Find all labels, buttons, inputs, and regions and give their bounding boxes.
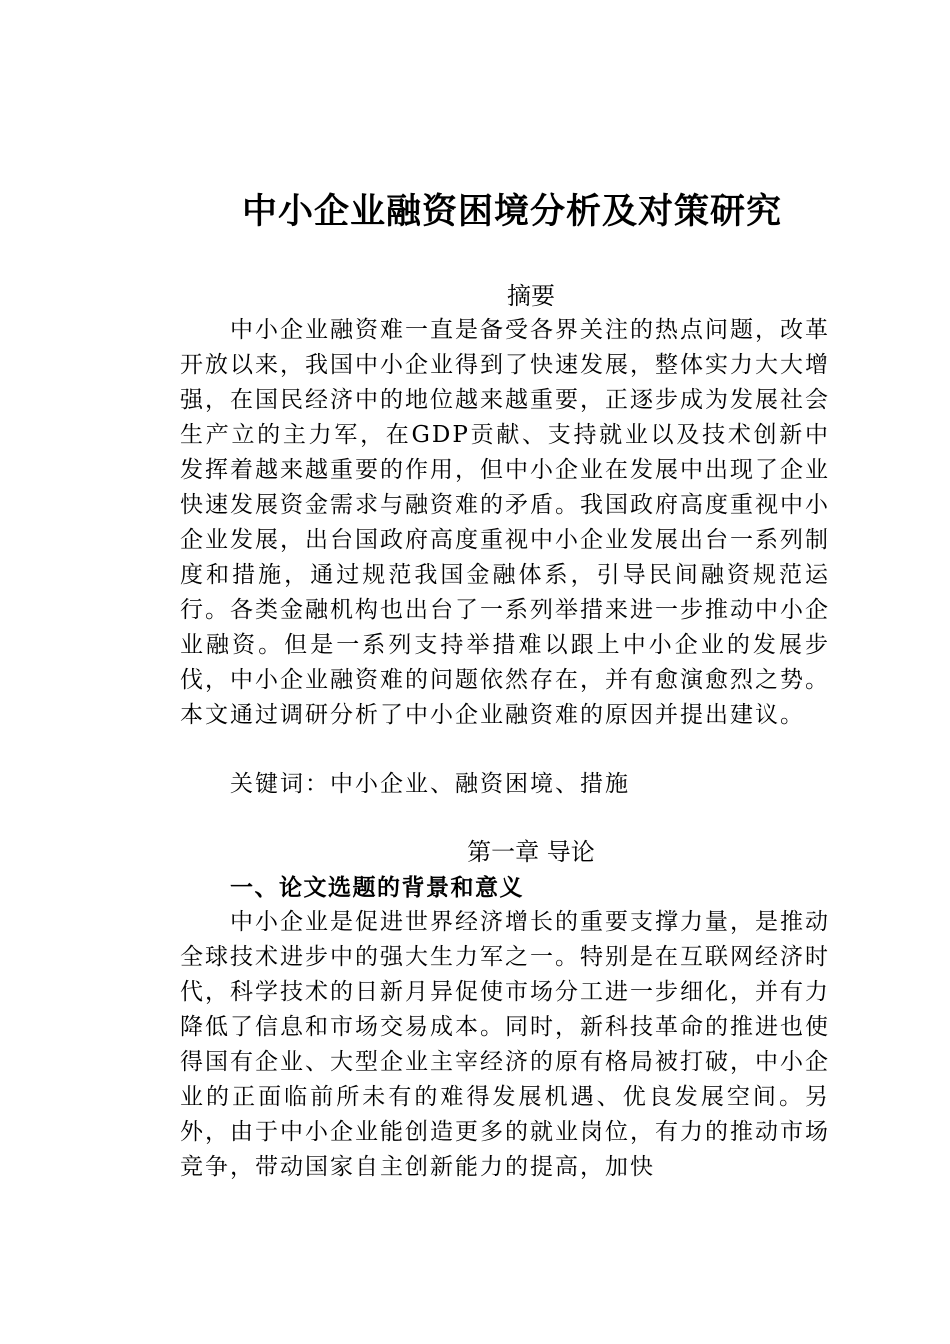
abstract-paragraph: 中小企业融资难一直是备受各界关注的热点问题，改革开放以来，我国中小企业得到了快速发展，整体实力大大增强，在国民经济中的地位越来越重要，正逐步成为发展社会生产立的主力军，在GDP贡献、支持就业以及技术创新中发挥着越来越重要的作用，但中小企业在发展中出现了企业快速发展资金需求与融资难的矛盾。我国政府高度重视中小企业发展，出台国政府高度重视中小企业发展出台一系列制度和措施，通过规范我国金融体系，引导民间融资规范运行。各类金融机构也出台了一系列举措来进一步推动中小企业融资。但是一系列支持举措难以跟上中小企业的发展步伐，中小企业融资难的问题依然存在，并有愈演愈烈之势。本文通过调研分析了中小企业融资难的原因并提出建议。 [180,317,830,728]
abstract-heading: 摘要 [507,282,555,310]
document-title: 中小企业融资困境分析及对策研究 [241,191,782,232]
body-paragraph: 中小企业是促进世界经济增长的重要支撑力量，是推动全球技术进步中的强大生力军之一。特别是在互联网经济时代，科学技术的日新月异促使市场分工进一步细化，并有力降低了信息和市场交易成本。同时，新科技革命的推进也使得国有企业、大型企业主宰经济的原有格局被打破，中小企业的正面临前所未有的难得发展机遇、优良发展空间。另外，由于中小企业能创造更多的就业岗位，有力的推动市场竞争，带动国家自主创新能力的提高，加快 [180,909,830,1180]
section-heading: 一、论文选题的背景和意义 [230,874,524,901]
keywords-line: 关键词：中小企业、融资困境、措施 [230,771,630,797]
chapter-heading: 第一章 导论 [467,838,595,866]
